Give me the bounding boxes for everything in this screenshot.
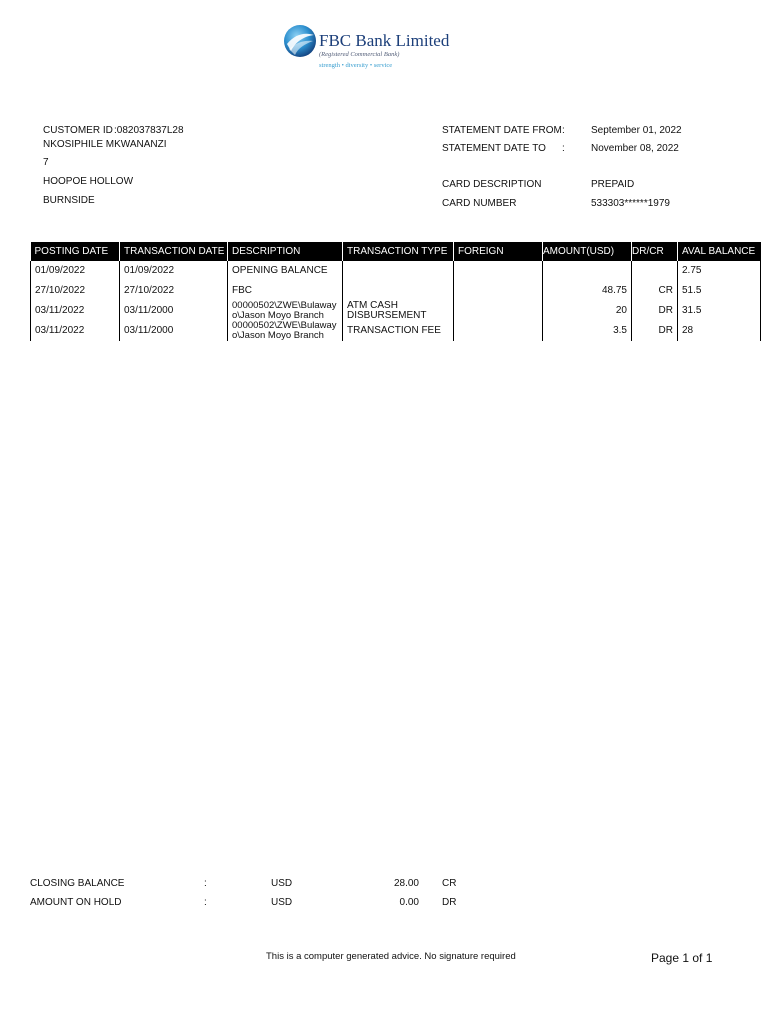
- table-row: [31, 301, 761, 321]
- description-line-2: o\Jason Moyo Branch: [232, 330, 324, 341]
- dr-cr: DR: [632, 301, 678, 321]
- foreign: [454, 321, 543, 341]
- transaction-type-line-2: DISBURSEMENT: [347, 310, 427, 321]
- closing-balance-currency: USD: [271, 878, 293, 889]
- bank-tagline: strength • diversity • service: [319, 62, 393, 69]
- closing-balance-amount: 28.00: [393, 878, 419, 889]
- bank-registration: (Registered Commercial Bank): [319, 51, 400, 58]
- address-line-1: 7: [43, 157, 49, 168]
- statement-from-sep: :: [562, 125, 565, 136]
- foreign: [454, 301, 543, 321]
- address-line-3: BURNSIDE: [43, 195, 95, 206]
- table-row: [31, 321, 761, 341]
- description: [228, 301, 343, 321]
- closing-balance-drcr: CR: [442, 878, 457, 889]
- fbc-globe-icon: [283, 22, 317, 60]
- address-line-2: HOOPOE HOLLOW: [43, 176, 134, 187]
- dr-cr: [632, 261, 678, 281]
- col-amount: AMOUNT(USD): [543, 242, 632, 261]
- transaction-type: TRANSACTION FEE: [343, 321, 454, 341]
- transaction-date: 01/09/2022: [120, 261, 228, 281]
- col-foreign: FOREIGN: [454, 242, 543, 261]
- amount: 20: [543, 301, 632, 321]
- description-line-1: 00000502\ZWE\Bulaway: [232, 300, 337, 311]
- col-transaction-type: TRANSACTION TYPE: [343, 242, 454, 261]
- col-posting-date: POSTING DATE: [31, 242, 120, 261]
- posting-date: 03/11/2022: [31, 301, 120, 321]
- statement-to-label: STATEMENT DATE TO: [442, 143, 546, 154]
- transaction-type-line-1: ATM CASH: [347, 300, 398, 311]
- amount-on-hold-drcr: DR: [442, 897, 457, 908]
- bank-logo: [283, 22, 453, 76]
- description-line-2: o\Jason Moyo Branch: [232, 310, 324, 321]
- foreign: [454, 281, 543, 301]
- closing-balance-label: CLOSING BALANCE: [30, 878, 125, 889]
- aval-balance: 31.5: [678, 301, 761, 321]
- customer-id-label: CUSTOMER ID: [43, 125, 113, 136]
- amount: [543, 261, 632, 281]
- table-header-row: [31, 242, 761, 261]
- amount: 48.75: [543, 281, 632, 301]
- posting-date: 27/10/2022: [31, 281, 120, 301]
- transaction-type: [343, 261, 454, 281]
- closing-balance-sep: :: [204, 878, 207, 889]
- transaction-date: 03/11/2000: [120, 301, 228, 321]
- transaction-date: 27/10/2022: [120, 281, 228, 301]
- amount-on-hold-currency: USD: [271, 897, 293, 908]
- transaction-type: [343, 301, 454, 321]
- posting-date: 03/11/2022: [31, 321, 120, 341]
- aval-balance: 28: [678, 321, 761, 341]
- transaction-type: [343, 281, 454, 301]
- transaction-date: 03/11/2000: [120, 321, 228, 341]
- description: OPENING BALANCE: [228, 261, 343, 281]
- statement-to-value: November 08, 2022: [591, 143, 679, 154]
- page-number: Page 1 of 1: [651, 951, 713, 965]
- col-aval-balance: AVAL BALANCE: [678, 242, 761, 261]
- computer-generated-note: This is a computer generated advice. No signature required: [266, 951, 516, 962]
- aval-balance: 51.5: [678, 281, 761, 301]
- transactions-table: [30, 242, 761, 341]
- card-description-value: PREPAID: [591, 179, 635, 190]
- dr-cr: CR: [632, 281, 678, 301]
- table-row: [31, 281, 761, 301]
- statement-from-label: STATEMENT DATE FROM: [442, 125, 562, 136]
- bank-name: FBC Bank Limited: [319, 31, 450, 50]
- posting-date: 01/09/2022: [31, 261, 120, 281]
- description-line-1: 00000502\ZWE\Bulaway: [232, 320, 337, 331]
- customer-id-value: :082037837L28: [114, 125, 184, 136]
- aval-balance: 2.75: [678, 261, 761, 281]
- col-transaction-date: TRANSACTION DATE: [120, 242, 228, 261]
- foreign: [454, 261, 543, 281]
- dr-cr: DR: [632, 321, 678, 341]
- amount: 3.5: [543, 321, 632, 341]
- amount-on-hold-sep: :: [204, 897, 207, 908]
- card-number-value: 533303******1979: [591, 198, 670, 209]
- statement-to-sep: :: [562, 143, 565, 154]
- col-dr-cr: DR/CR: [632, 242, 678, 261]
- description: [228, 321, 343, 341]
- amount-on-hold-label: AMOUNT ON HOLD: [30, 897, 122, 908]
- col-description: DESCRIPTION: [228, 242, 343, 261]
- card-number-label: CARD NUMBER: [442, 198, 517, 209]
- statement-from-value: September 01, 2022: [591, 125, 682, 136]
- table-row: [31, 261, 761, 281]
- description: FBC: [228, 281, 343, 301]
- amount-on-hold-amount: 0.00: [399, 897, 419, 908]
- card-description-label: CARD DESCRIPTION: [442, 179, 542, 190]
- customer-name: NKOSIPHILE MKWANANZI: [43, 139, 167, 150]
